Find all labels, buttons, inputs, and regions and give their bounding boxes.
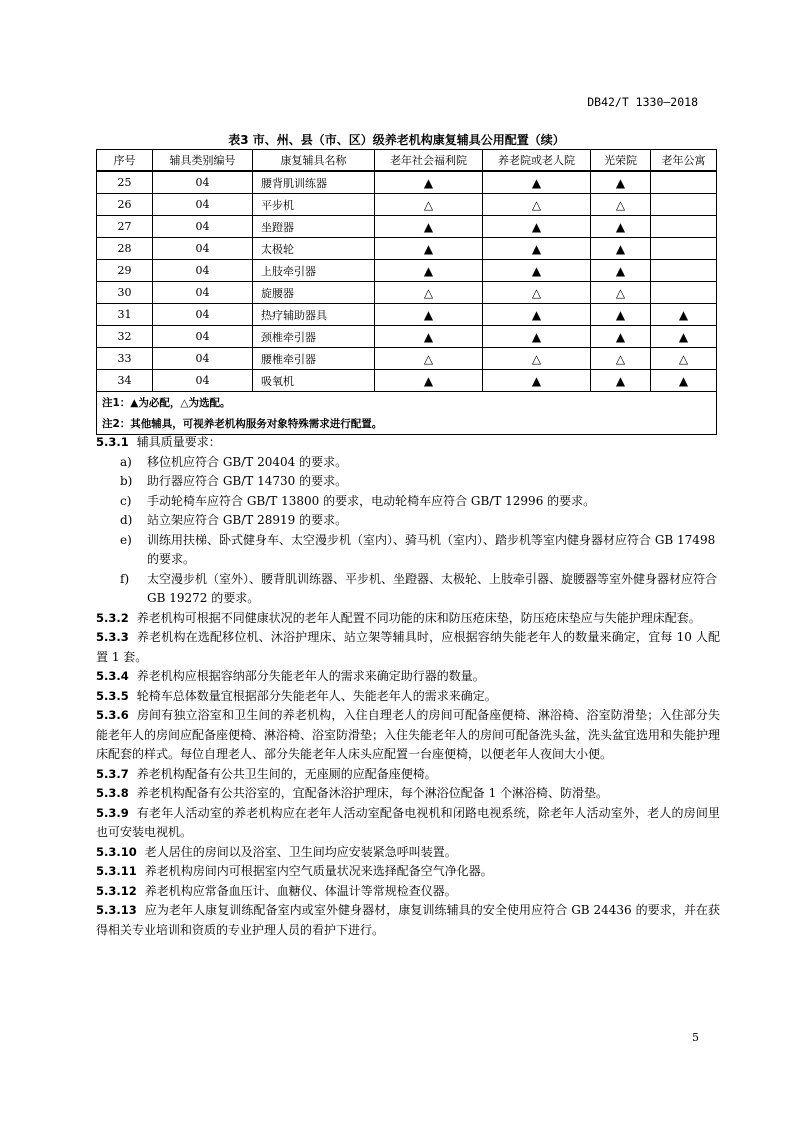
category-code-cell: 04 [153, 304, 253, 326]
row-number-cell: 26 [97, 194, 153, 216]
item-label: b) [120, 474, 133, 488]
config-mark-cell: ▲ [483, 216, 591, 238]
clause-number: 5.3.9 [96, 805, 129, 820]
clause-5-3-6 [96, 706, 720, 765]
equipment-name-cell: 热疗辅助器具 [253, 304, 375, 326]
clause-text: 房间有独立浴室和卫生间的养老机构，入住自理老人的房间可配备座便椅、淋浴椅、浴室防滑垫；入住部分失能老年人的房间应配备座便椅、淋浴椅、浴室防滑垫；入住失能老年人的房间可配备洗头盆，洗头盆宜选用和失能护理床配套的样式。每位自理老人、部分失能老年人床头应配置一台座便椅，以便老年人夜间大小便。 [96, 708, 721, 761]
config-mark-cell: △ [651, 348, 717, 370]
row-number-cell: 29 [97, 260, 153, 282]
requirement-list [96, 453, 720, 609]
clause-text: 养老机构配备有公共浴室的，宜配备沐浴护理床，每个淋浴位配备 1 个淋浴椅、防滑垫。 [136, 786, 609, 800]
config-mark-cell: ▲ [591, 216, 651, 238]
table-row [97, 348, 717, 370]
config-mark-cell: ▲ [375, 260, 483, 282]
config-mark-cell: ▲ [591, 260, 651, 282]
item-label: f) [120, 571, 130, 586]
config-mark-cell: ▲ [483, 370, 591, 392]
category-code-cell: 04 [153, 238, 253, 260]
clause-number: 5.3.8 [96, 786, 129, 800]
config-mark-cell: ▲ [375, 171, 483, 194]
clause-number: 5.3.1 [96, 435, 129, 449]
row-number-cell: 25 [97, 171, 153, 194]
config-mark-cell [651, 260, 717, 282]
document-code: DB42/T 1330—2018 [587, 95, 698, 109]
config-mark-cell: ▲ [483, 260, 591, 282]
clause-5-3-8 [96, 784, 720, 804]
requirement-item [96, 511, 720, 531]
category-code-cell: 04 [153, 216, 253, 238]
config-mark-cell [651, 194, 717, 216]
item-text: 太空漫步机（室外）、腰背肌训练器、平步机、坐蹬器、太极轮、上肢牵引器、旋腰器等室外健身器材应符合 GB 19272 的要求。 [147, 571, 718, 605]
clause-body [96, 433, 720, 940]
table-row [97, 216, 717, 238]
clause-number: 5.3.5 [96, 688, 129, 703]
config-mark-cell: △ [591, 348, 651, 370]
config-mark-cell: ▲ [375, 304, 483, 326]
category-code-cell: 04 [153, 260, 253, 282]
config-mark-cell: ▲ [375, 216, 483, 238]
column-header: 老年社会福利院 [375, 150, 483, 172]
clause-number: 5.3.2 [96, 610, 129, 625]
clause-number: 5.3.7 [96, 766, 129, 781]
clause-text: 养老机构可根据不同健康状况的老年人配置不同功能的床和防压疮床垫，防压疮床垫应与失能护理床配套。 [136, 610, 701, 625]
row-number-cell: 34 [97, 370, 153, 392]
column-header: 康复辅具名称 [253, 150, 375, 172]
row-number-cell: 28 [97, 238, 153, 260]
column-header: 辅具类别编号 [153, 150, 253, 172]
item-text: 移位机应符合 GB/T 20404 的要求。 [147, 454, 348, 469]
clause-text: 有老年人活动室的养老机构应在老年人活动室配备电视机和闭路电视系统，除老年人活动室外，老人的房间里也可安装电视机。 [96, 805, 720, 839]
clause-text: 辅具质量要求： [136, 435, 221, 449]
category-code-cell: 04 [153, 370, 253, 392]
config-mark-cell: ▲ [651, 326, 717, 348]
config-mark-cell: ▲ [591, 171, 651, 194]
config-mark-cell: ▲ [483, 304, 591, 326]
table-header-row [97, 150, 717, 172]
row-number-cell: 31 [97, 304, 153, 326]
row-number-cell: 32 [97, 326, 153, 348]
category-code-cell: 04 [153, 326, 253, 348]
config-mark-cell: ▲ [483, 171, 591, 194]
table-row [97, 326, 717, 348]
equipment-name-cell: 腰背肌训练器 [253, 171, 375, 194]
category-code-cell: 04 [153, 348, 253, 370]
clause-number: 5.3.6 [96, 708, 129, 722]
item-text: 助行器应符合 GB/T 14730 的要求。 [147, 474, 348, 488]
equipment-name-cell: 太极轮 [253, 238, 375, 260]
column-header: 老年公寓 [651, 150, 717, 172]
requirement-item [96, 531, 720, 570]
clause-5-3-5 [96, 687, 720, 707]
clause-text: 养老机构应根据容纳部分失能老年人的需求来确定助行器的数量。 [136, 669, 485, 683]
category-code-cell: 04 [153, 171, 253, 194]
item-text: 站立架应符合 GB/T 28919 的要求。 [147, 513, 348, 527]
column-header: 养老院或老人院 [483, 150, 591, 172]
item-text: 手动轮椅车应符合 GB/T 13800 的要求，电动轮椅车应符合 GB/T 12996 的要求。 [147, 493, 596, 508]
table-note-row [97, 392, 717, 414]
clause-text: 养老机构配备有公共卫生间的，无座厕的应配备座便椅。 [136, 766, 437, 781]
item-label: c) [120, 493, 132, 508]
column-header: 光荣院 [591, 150, 651, 172]
config-mark-cell: △ [375, 194, 483, 216]
config-mark-cell: △ [375, 348, 483, 370]
row-number-cell: 33 [97, 348, 153, 370]
clause-text: 养老机构在选配移位机、沐浴护理床、站立架等辅具时，应根据容纳失能老年人的数量来确定，宜每 10 人配置 1 套。 [96, 630, 720, 664]
clause-5-3-2 [96, 609, 720, 629]
item-text: 训练用扶梯、卧式健身车、太空漫步机（室内）、骑马机（室内）、踏步机等室内健身器材应符合 GB 17498 的要求。 [147, 532, 716, 566]
clause-number: 5.3.4 [96, 669, 129, 683]
config-mark-cell: △ [483, 194, 591, 216]
clause-number: 5.3.12 [96, 883, 137, 898]
config-mark-cell [651, 282, 717, 304]
clause-5-3-1 [96, 433, 720, 453]
equipment-name-cell: 坐蹬器 [253, 216, 375, 238]
clause-5-3-7 [96, 765, 720, 785]
config-mark-cell: △ [591, 282, 651, 304]
clause-5-3-10 [96, 843, 720, 863]
category-code-cell: 04 [153, 282, 253, 304]
clause-text: 养老机构应常备血压计、血糖仪、体温计等常规检查仪器。 [144, 883, 457, 898]
table-note-row [97, 413, 717, 435]
clause-5-3-9 [96, 804, 720, 843]
table-row [97, 171, 717, 194]
equipment-name-cell: 旋腰器 [253, 282, 375, 304]
requirement-item [96, 492, 720, 512]
clause-text: 养老机构房间内可根据室内空气质量状况来选择配备空气净化器。 [144, 864, 493, 878]
equipment-name-cell: 平步机 [253, 194, 375, 216]
config-mark-cell: ▲ [591, 326, 651, 348]
column-header: 序号 [97, 150, 153, 172]
clause-5-3-11 [96, 862, 720, 882]
clause-text: 轮椅车总体数量宜根据部分失能老年人、失能老年人的需求来确定。 [136, 688, 497, 703]
clause-5-3-12 [96, 882, 720, 902]
config-mark-cell: ▲ [591, 238, 651, 260]
table-row [97, 194, 717, 216]
clause-5-3-13 [96, 901, 720, 940]
config-mark-cell [651, 171, 717, 194]
config-mark-cell: ▲ [483, 238, 591, 260]
clause-5-3-4 [96, 667, 720, 687]
equipment-name-cell: 吸氧机 [253, 370, 375, 392]
table-note-1: 注1：▲为必配，△为选配。 [97, 392, 717, 414]
clause-number: 5.3.3 [96, 630, 129, 644]
table-title: 表3 市、州、县（市、区）级养老机构康复辅具公用配置（续） [228, 133, 565, 147]
category-code-cell: 04 [153, 194, 253, 216]
config-mark-cell: △ [483, 348, 591, 370]
item-label: d) [120, 513, 133, 527]
table-note-2: 注2：其他辅具，可视养老机构服务对象特殊需求进行配置。 [97, 413, 717, 435]
row-number-cell: 27 [97, 216, 153, 238]
row-number-cell: 30 [97, 282, 153, 304]
config-mark-cell: ▲ [375, 370, 483, 392]
config-mark-cell [651, 238, 717, 260]
table-row [97, 370, 717, 392]
clause-number: 5.3.10 [96, 844, 137, 859]
requirement-item [96, 570, 720, 609]
table-row [97, 260, 717, 282]
table-row [97, 282, 717, 304]
config-mark-cell: △ [375, 282, 483, 304]
equipment-name-cell: 颈椎牵引器 [253, 326, 375, 348]
clause-5-3-3 [96, 628, 720, 667]
table-row [97, 304, 717, 326]
config-mark-cell: ▲ [651, 304, 717, 326]
equipment-table [96, 149, 717, 435]
config-mark-cell: ▲ [651, 370, 717, 392]
config-mark-cell: △ [591, 194, 651, 216]
page-number: 5 [692, 1031, 699, 1044]
clause-number: 5.3.11 [96, 864, 137, 878]
config-mark-cell [651, 216, 717, 238]
requirement-item [96, 453, 720, 473]
config-mark-cell: ▲ [591, 370, 651, 392]
equipment-name-cell: 腰椎牵引器 [253, 348, 375, 370]
requirement-item [96, 472, 720, 492]
config-mark-cell: ▲ [591, 304, 651, 326]
clause-text: 应为老年人康复训练配备室内或室外健身器材，康复训练辅具的安全使用应符合 GB 24436 的要求，并在获得相关专业培训和资质的专业护理人员的看护下进行。 [96, 903, 720, 937]
config-mark-cell: ▲ [375, 326, 483, 348]
item-label: e) [120, 532, 132, 547]
config-mark-cell: ▲ [375, 238, 483, 260]
config-mark-cell: ▲ [483, 326, 591, 348]
table-row [97, 238, 717, 260]
item-label: a) [120, 454, 132, 469]
config-mark-cell: △ [483, 282, 591, 304]
equipment-name-cell: 上肢牵引器 [253, 260, 375, 282]
clause-number: 5.3.13 [96, 903, 137, 917]
clause-text: 老人居住的房间以及浴室、卫生间均应安装紧急呼叫装置。 [144, 844, 457, 859]
